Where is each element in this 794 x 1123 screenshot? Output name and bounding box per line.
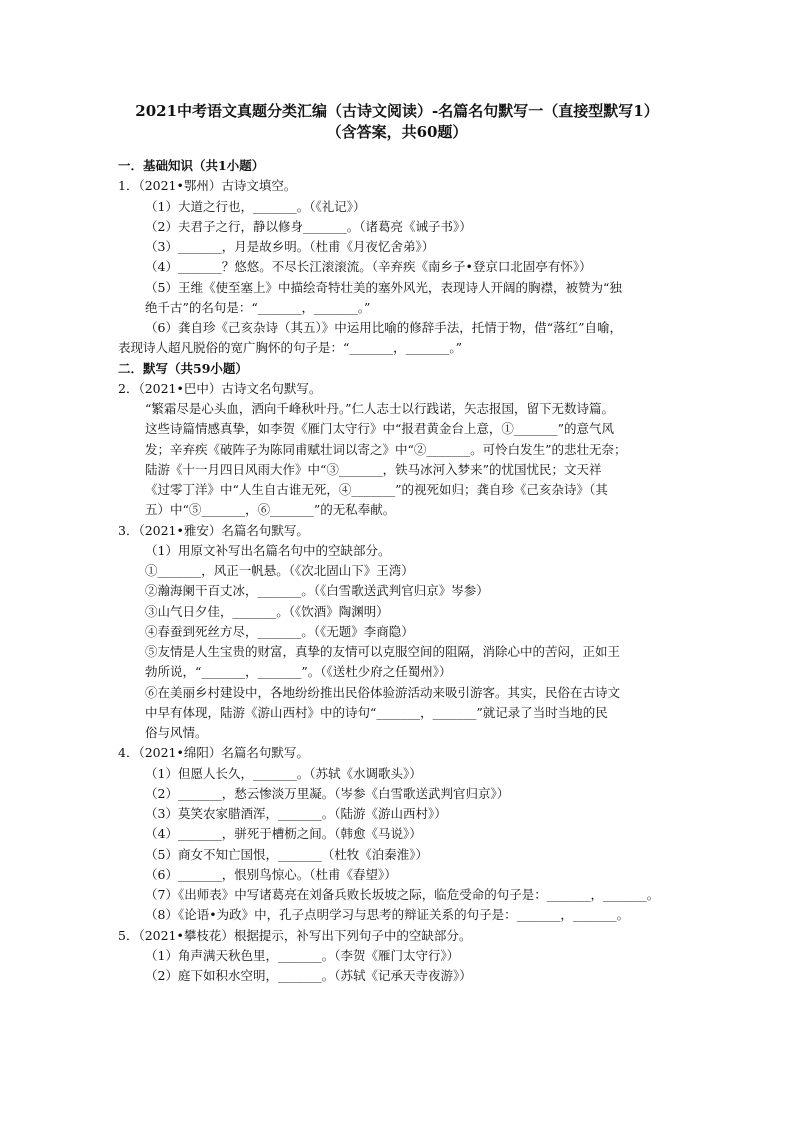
text-line: （2）庭下如积水空明，_______。（苏轼《记承天寺夜游》） bbox=[145, 968, 472, 983]
text-line: 4．（2021•绵阳）名篇名句默写。 bbox=[118, 745, 309, 761]
text-line: （4）_______，骈死于槽枥之间。（韩愈《马说》） bbox=[145, 826, 422, 842]
text-line: 勃所说，“_______，_______”。（《送杜少府之任蜀州》） bbox=[145, 664, 452, 680]
text-line: 五）中“⑤_______，⑥_______”的无私奉献。 bbox=[145, 502, 396, 518]
section-heading: 二．默写（共59小题） bbox=[118, 360, 248, 376]
text-line: 陆游《十一月四日风雨大作》中“③_______，铁马冰河入梦来”的忧国忧民；文天祥 bbox=[145, 461, 602, 477]
text-line: ⑤友情是人生宝贵的财富，真挚的友情可以克服空间的阻隔，消除心中的苦闷，正如王 bbox=[145, 644, 621, 659]
text-line: （3）莫笑农家腊酒浑，_______。（陆游《游山西村》） bbox=[145, 806, 447, 821]
text-line: 3．（2021•雅安）名篇名句默写。 bbox=[118, 522, 309, 538]
text-line: 俗与风情。 bbox=[145, 725, 208, 740]
text-line: 表现诗人超凡脱俗的宽广胸怀的句子是：“_______，_______。” bbox=[118, 340, 463, 356]
text-line: （8）《论语•为政》中，孔子点明学习与思考的辩证关系的句子是：_______，_______。 bbox=[145, 907, 630, 923]
text-line: （1）但愿人长久，_______。（苏轼《水调歌头》） bbox=[145, 765, 422, 781]
text-line: 1．（2021•鄂州）古诗文填空。 bbox=[118, 178, 297, 194]
text-line: （5）王维《使至塞上》中描绘奇特壮美的塞外风光，表现诗人开阔的胸襟，被赞为“独 bbox=[145, 279, 622, 295]
text-line: （6）龚自珍《己亥杂诗（其五）》中运用比喻的修辞手法，托情于物，借“落红”自喻， bbox=[145, 320, 622, 335]
text-line: （7）《出师表》中写诸葛亮在刘备兵败长坂坡之际，临危受命的句子是：_______，_______。 bbox=[145, 887, 660, 902]
text-line: （6）_______，恨别鸟惊心。（杜甫《春望》） bbox=[145, 866, 397, 882]
text-line: （2）_______，愁云惨淡万里凝。（岑参《白雪歌送武判官归京》） bbox=[145, 785, 510, 801]
text-line: （2）夫君子之行，静以修身_______。（诸葛亮《诫子书》） bbox=[145, 218, 472, 234]
text-line: 发；辛弃疾《破阵子为陈同甫赋壮词以寄之》中“②_______。可怜白发生”的悲壮无奈； bbox=[145, 441, 627, 457]
section-heading: 一．基础知识（共1小题） bbox=[118, 158, 265, 173]
document-subtitle: （含答案，共60题） bbox=[326, 123, 468, 141]
text-line: ④春蚕到死丝方尽，_______。（《无题》李商隐） bbox=[145, 623, 414, 639]
text-line: 中早有体现，陆游《游山西村》中的诗句“_______，_______”就记录了当时当地的民 bbox=[145, 704, 608, 720]
text-line: （5）商女不知亡国恨，_______（杜牧《泊秦淮》） bbox=[145, 846, 428, 862]
text-line: （4）_______？悠悠。不尽长江滚滚流。（辛弃疾《南乡子•登京口北固亭有怀》） bbox=[145, 259, 592, 275]
text-line: 5．（2021•攀枝花）根据提示，补写出下列句子中的空缺部分。 bbox=[118, 927, 472, 943]
text-line: ②瀚海阑干百丈冰，_______。（《白雪歌送武判官归京》岑参） bbox=[145, 583, 489, 599]
text-line: ①_______，风正一帆悬。（《次北固山下》王湾） bbox=[145, 563, 414, 578]
text-line: “繁霜尽是心头血，洒向千峰秋叶丹。”仁人志士以行践诺，矢志报国，留下无数诗篇。 bbox=[145, 401, 615, 416]
text-line: （1）大道之行也，_______。（《礼记》） bbox=[145, 198, 366, 214]
text-line: 绝千古”的名句是：“_______，_______。” bbox=[145, 299, 371, 315]
text-line: ⑥在美丽乡村建设中，各地纷纷推出民俗体验游活动来吸引游客。其实，民俗在古诗文 bbox=[145, 684, 621, 700]
text-line: ③山气日夕佳，_______。（《饮酒》陶渊明） bbox=[145, 603, 389, 619]
text-line: 这些诗篇情感真挚，如李贺《雁门太守行》中“报君黄金台上意，①_______”的意气风 bbox=[145, 421, 615, 437]
text-line: （3）_______，月是故乡明。（杜甫《月夜忆舍弟》） bbox=[145, 239, 435, 254]
text-line: （1）角声满天秋色里，_______。（李贺《雁门太守行》） bbox=[145, 947, 460, 963]
text-line: 《过零丁洋》中“人生自古谁无死，④_______”的视死如归；龚自珍《己亥杂诗》（其 bbox=[145, 482, 608, 497]
text-line: 2．（2021•巴中）古诗文名句默写。 bbox=[118, 380, 322, 396]
document-title: 2021中考语文真题分类汇编（古诗文阅读）-名篇名句默写一（直接型默写1） bbox=[135, 102, 659, 120]
text-line: （1）用原文补写出名篇名句中的空缺部分。 bbox=[145, 542, 391, 558]
